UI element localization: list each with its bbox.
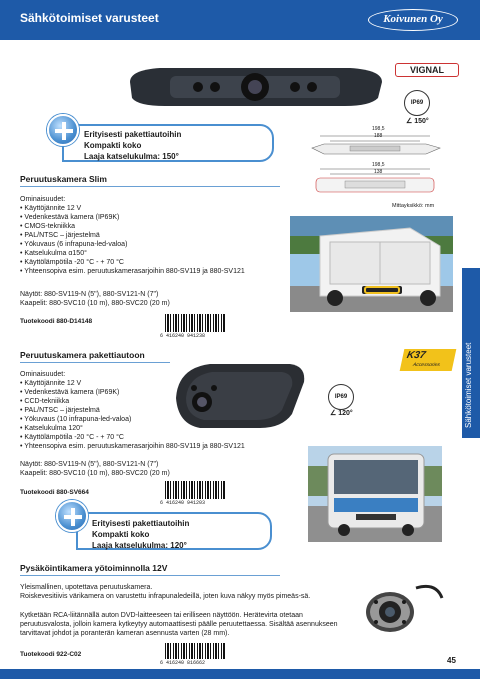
list-item: • Vedenkestävä kamera (IP69K) [20, 213, 290, 222]
cables-text: Kaapelit: 880-SVC10 (10 m), 880-SVC20 (20 m) [20, 470, 170, 477]
view-angle-value: 120° [338, 410, 353, 417]
product-code: Tuotekoodi 922-C02 [20, 651, 82, 658]
parking-camera-image [356, 578, 446, 642]
list-item: • PAL/NTSC – järjestelmä [20, 231, 290, 240]
feature-callout-box [62, 124, 274, 162]
list-item: • Käyttölämpötila -20 °C - + 70 °C [20, 258, 290, 267]
k37-logo-sub: Accessories [412, 362, 441, 368]
dimension-drawing-top [290, 128, 450, 158]
k37-logo-text: K37 [405, 350, 427, 361]
barcode [165, 481, 225, 499]
bus-photo [308, 446, 442, 542]
dimension-drawing-bottom [290, 163, 450, 201]
list-item: • Vedenkestävä kamera (IP69K) [20, 388, 300, 397]
list-item: • Käyttöjännite 12 V [20, 204, 290, 213]
dimension-label: 198,5 [372, 162, 385, 168]
view-angle-label: ∠ 150° [406, 118, 429, 125]
vignal-logo: VIGNAL [395, 63, 459, 77]
list-item: • CCD-tekniikka [20, 397, 300, 406]
list-item: • Katselukulma 120° [20, 424, 300, 433]
product-heading: Peruutuskamera Slim [20, 174, 107, 184]
barcode-number: 6 416240 816662 [160, 660, 206, 666]
plus-icon [56, 500, 88, 532]
list-item: • CMOS-tekniikka [20, 222, 290, 231]
list-item: • Käyttölämpötila -20 °C - + 70 °C [20, 433, 300, 442]
description-paragraph: Kytketään RCA-liitännällä auton DVD-laitteeseen tai erilliseen näyttöön. Herätevirta otetaan peruutusvalosta, jolloin kamera kytkeytyy automaattisesti päälle peruutettaessa. Sisältää asennukseen tarvittavat johdot ja poranterän kameran asennusta varten (28 mm). [20, 612, 338, 637]
list-item: • PAL/NTSC – järjestelmä [20, 406, 300, 415]
side-category-tab [462, 268, 480, 438]
page-number: 45 [447, 656, 456, 665]
features-list [20, 204, 290, 276]
plus-icon [47, 114, 79, 146]
product-code: Tuotekoodi 880-SV664 [20, 489, 89, 496]
top-header-bar [0, 0, 480, 40]
list-item: • Käyttöjännite 12 V [20, 379, 300, 388]
description-paragraph: Yleismallinen, upotettava peruutuskamera. Roiskevesitiivis värikamera on varustettu infrapunaledeillä, joten kuva näkyy myös pimeäs-sä. [20, 584, 311, 600]
dimension-label: 188 [374, 133, 383, 139]
displays-text: Näytöt: 880-SV119-N (5"), 880-SV121-N (7") [20, 291, 159, 298]
feature-callout-box [76, 512, 272, 550]
view-angle-label: ∠ 120° [330, 410, 353, 417]
bottom-footer-bar [0, 669, 480, 679]
barcode-number: 6 416240 941238 [160, 333, 206, 339]
product-heading: Pysäköintikamera yötoiminnolla 12V [20, 563, 168, 573]
callout-line: Laaja katselukulma: 120° [92, 541, 187, 550]
ip69-badge: IP69 [404, 90, 430, 116]
callout-line: Laaja katselukulma: 150° [84, 152, 179, 161]
page-section-title: Sähkötoimiset varusteet [20, 11, 159, 25]
van-photo [290, 216, 453, 312]
list-item: • Yökuvaus (6 infrapuna-led-valoa) [20, 240, 290, 249]
product-heading: Peruutuskamera pakettiautoon [20, 350, 145, 360]
barcode [165, 314, 225, 332]
features-title: Ominaisuudet: [20, 371, 66, 378]
slim-camera-image [120, 62, 390, 110]
list-item: • Yökuvaus (10 infrapuna-led-valoa) [20, 415, 300, 424]
side-tab-label: Sähkötoimiset varusteet [464, 342, 473, 428]
list-item: • Yhteensopiva esim. peruutuskamerasarjoihin 880-SV119 ja 880-SV121 [20, 442, 300, 451]
section-divider [20, 186, 280, 187]
callout-line: Erityisesti pakettiautoihin [92, 519, 190, 528]
company-logo: Koivunen Oy [368, 9, 458, 31]
displays-text: Näytöt: 880-SV119-N (5"), 880-SV121-N (7") [20, 461, 159, 468]
cables-text: Kaapelit: 880-SVC10 (10 m), 880-SVC20 (20 m) [20, 300, 170, 307]
dimension-unit-label: Mittayksikkö: mm [392, 203, 435, 209]
ip69-badge: IP69 [328, 384, 354, 410]
section-divider [20, 362, 170, 363]
list-item: • Yhteensopiva esim. peruutuskamerasarjoihin 880-SV119 ja 880-SV121 [20, 267, 290, 276]
barcode-number: 6 416240 941203 [160, 500, 206, 506]
dimension-label: 138 [374, 169, 383, 175]
k37-logo [400, 349, 457, 371]
callout-line: Kompakti koko [84, 141, 142, 150]
barcode [165, 643, 225, 659]
list-item: • Katselukulma α150° [20, 249, 290, 258]
callout-line: Erityisesti pakettiautoihin [84, 130, 182, 139]
dimension-label: 198,5 [372, 126, 385, 132]
product-code: Tuotekoodi 880-D14148 [20, 318, 93, 325]
features-title: Ominaisuudet: [20, 196, 66, 203]
callout-line: Kompakti koko [92, 530, 150, 539]
view-angle-value: 150° [414, 118, 429, 125]
van-camera-image [170, 358, 310, 434]
section-divider [20, 575, 280, 576]
